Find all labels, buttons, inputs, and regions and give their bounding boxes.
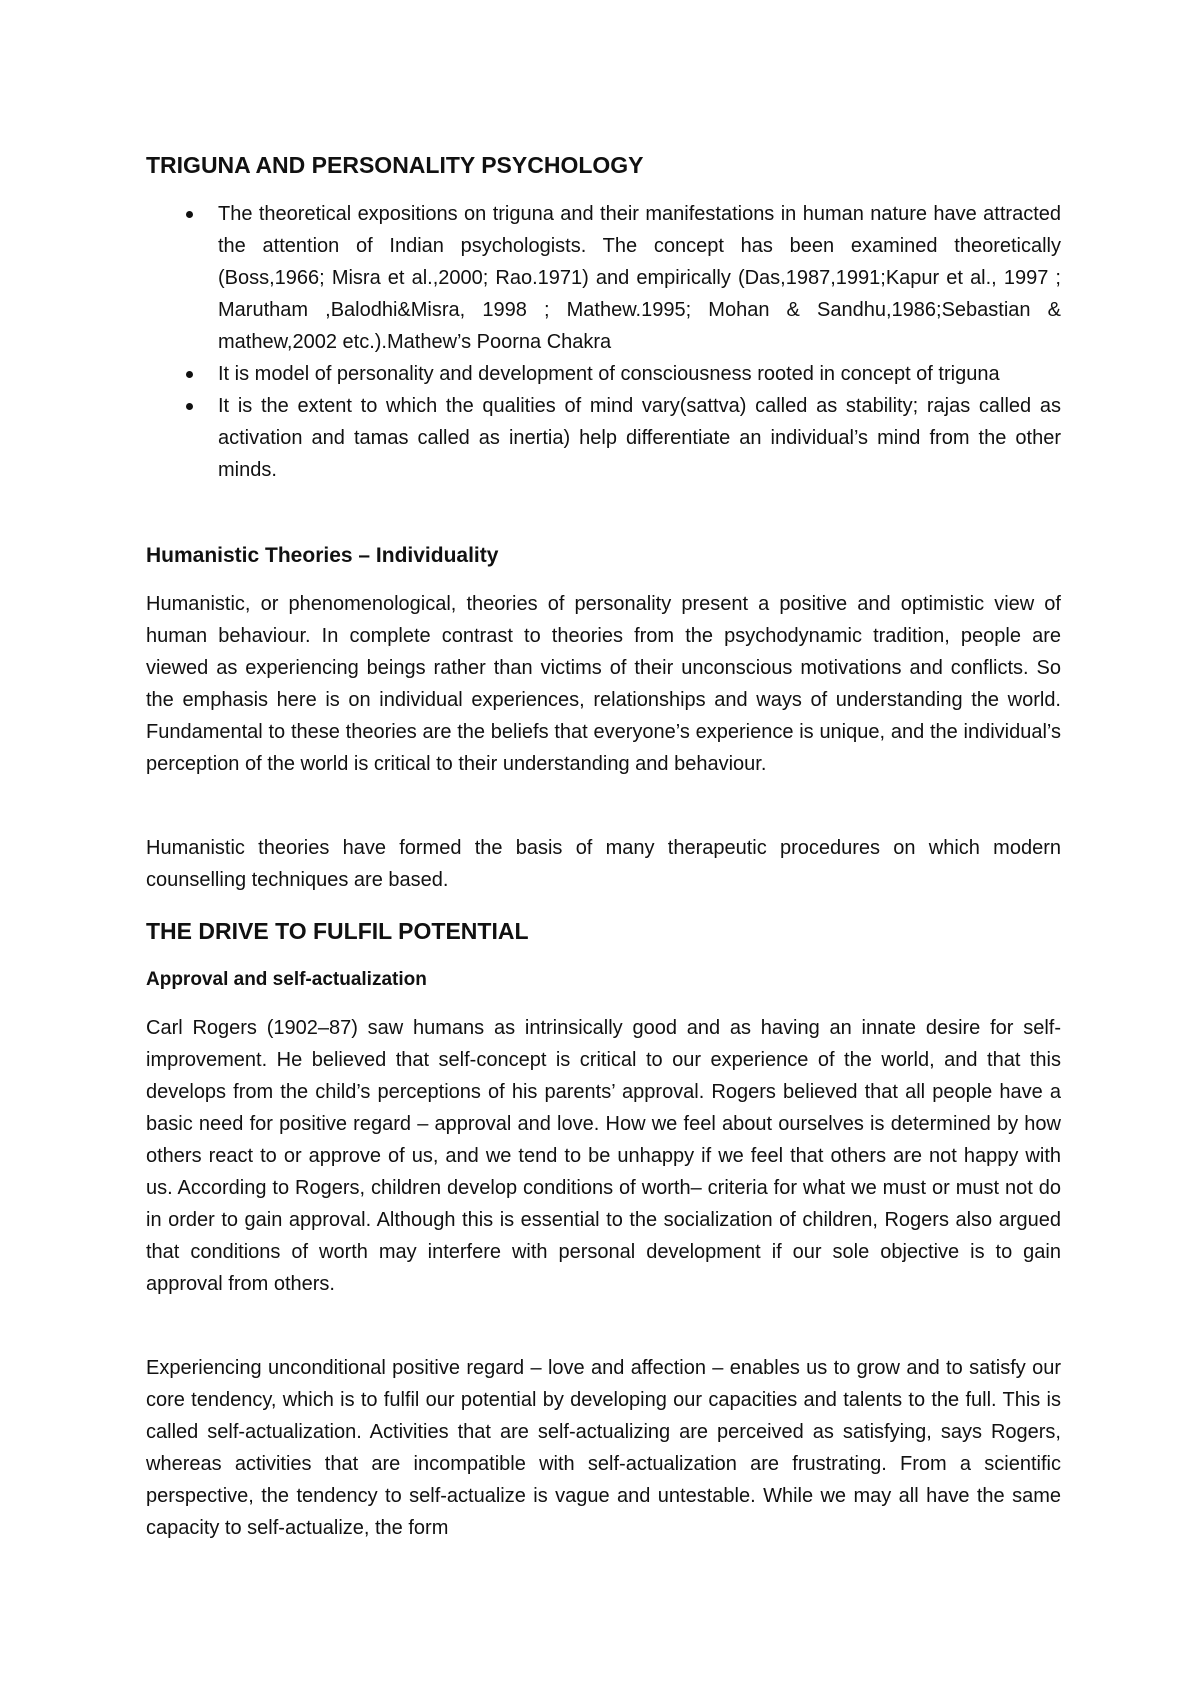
bullet-text: It is the extent to which the qualities of mind vary(sattva) called as stability; rajas called as activation and tamas called as inertia) help differentiate an individual’s mind from the other minds. bbox=[218, 395, 1061, 481]
subheading-approval: Approval and self-actualization bbox=[146, 969, 427, 990]
bullet-text: The theoretical expositions on triguna and their manifestations in human nature have attracted the attention of Indian psychologists. The concept has been examined theoretically (Boss,1966; Misra et al.,2000; Rao.1971) and empirically (Das,1987,1991;Kapur et al., 1997 ; Marutham ,Balodhi&Misra, 1998 ; Mathew.1995; Mohan & Sandhu,1986;Sebastian & mathew,2002 etc.).Mathew’s Poorna Chakra bbox=[218, 203, 1061, 353]
rogers-paragraph-2: Experiencing unconditional positive regard – love and affection – enables us to grow and to satisfy our core tendency, which is to fulfil our potential by developing our capacities and talents to the full. This is called self-actualization. Activities that are self-actualizing are perceived as satisfying, says Rogers, whereas activities that are incompatible with self-actualization are frustrating. From a scientific perspective, the tendency to self-actualize is vague and untestable. While we may all have the same capacity to self-actualize, the form bbox=[146, 1357, 1061, 1539]
bullet-dot-icon bbox=[186, 371, 193, 378]
bullet-dot-icon bbox=[186, 211, 193, 218]
section-heading-drive: THE DRIVE TO FULFIL POTENTIAL bbox=[146, 918, 529, 944]
rogers-paragraph-1: Carl Rogers (1902–87) saw humans as intrinsically good and as having an innate desire for self-improvement. He believed that self-concept is critical to our experience of the world, and that this develops from the child’s perceptions of his parents’ approval. Rogers believed that all people have a basic need for positive regard – approval and love. How we feel about ourselves is determined by how others react to or approve of us, and we tend to be unhappy if we feel that others are not happy with us. According to Rogers, children develop conditions of worth– criteria for what we must or must not do in order to gain approval. Although this is essential to the socialization of children, Rogers also argued that conditions of worth may interfere with personal development if our sole objective is to gain approval from others. bbox=[146, 1017, 1061, 1295]
document-page bbox=[146, 0, 1061, 1698]
humanistic-paragraph-2: Humanistic theories have formed the basis of many therapeutic procedures on which modern counselling techniques are based. bbox=[146, 837, 1061, 891]
bullet-item bbox=[146, 358, 1061, 390]
humanistic-paragraph-1: Humanistic, or phenomenological, theories of personality present a positive and optimistic view of human behaviour. In complete contrast to theories from the psychodynamic tradition, people are viewed as experiencing beings rather than victims of their unconscious motivations and conflicts. So the emphasis here is on individual experiences, relationships and ways of understanding the world. Fundamental to these theories are the beliefs that everyone’s experience is unique, and the individual’s perception of the world is critical to their understanding and behaviour. bbox=[146, 593, 1061, 775]
section-heading-humanistic: Humanistic Theories – Individuality bbox=[146, 544, 499, 567]
bullet-item bbox=[146, 198, 1061, 358]
section-heading-triguna: TRIGUNA AND PERSONALITY PSYCHOLOGY bbox=[146, 152, 644, 178]
bullet-text: It is model of personality and development of consciousness rooted in concept of triguna bbox=[218, 363, 1000, 385]
triguna-bullet-list bbox=[146, 198, 1061, 486]
bullet-item bbox=[146, 390, 1061, 486]
bullet-dot-icon bbox=[186, 403, 193, 410]
